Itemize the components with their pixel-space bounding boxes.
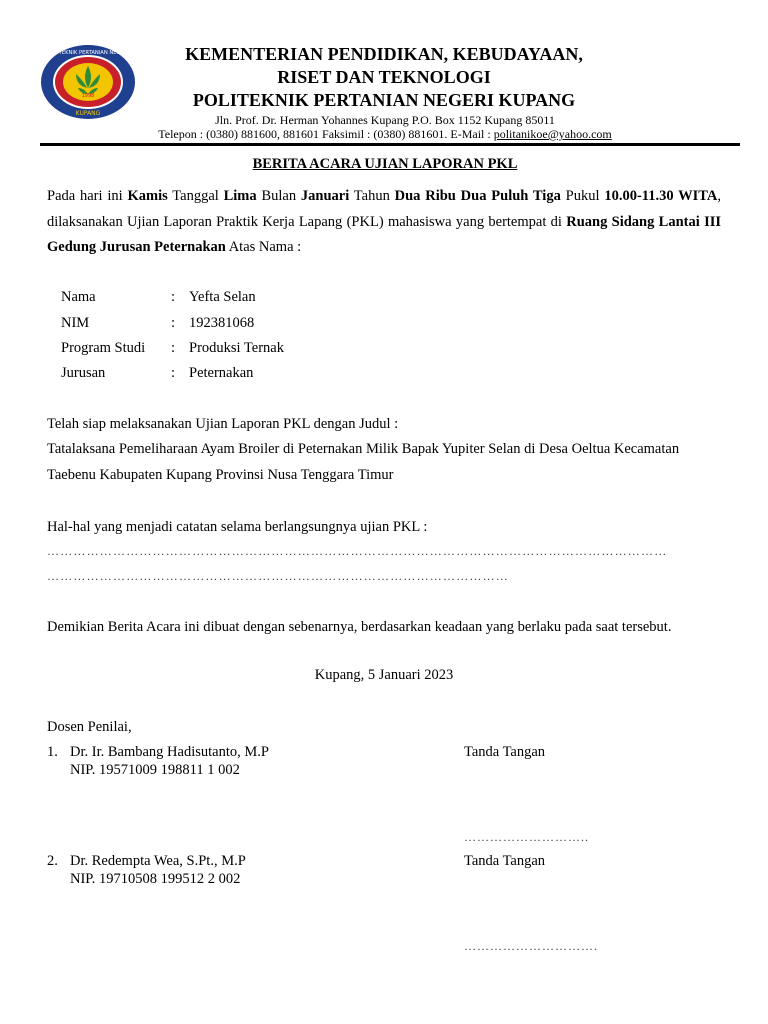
- name-value: Yefta Selan: [189, 289, 256, 305]
- signature-line: ………………………….: [464, 939, 598, 953]
- notes-dotted-line: ……………………………………………………………………………………………: [47, 569, 509, 583]
- examiner-name: Dr. Redempta Wea, S.Pt., M.P: [70, 853, 246, 869]
- program-value: Produksi Ternak: [189, 340, 284, 356]
- examiner-nip: NIP. 19710508 199512 2 002: [70, 871, 241, 887]
- dept-label: Jurusan: [61, 365, 106, 381]
- thesis-intro: Telah siap melaksanakan Ujian Laporan PKL dengan Judul :: [47, 416, 399, 432]
- colon: :: [171, 289, 176, 305]
- name-label: Nama: [61, 289, 96, 305]
- program-label: Program Studi: [61, 340, 146, 356]
- nim-value: 192381068: [189, 315, 255, 331]
- contact-text: Telepon : (0380) 881600, 881601 Faksimil : (0380) 881601. E-Mail :: [158, 127, 494, 141]
- notes-dotted-line: ……………………………………………………………………………………………………………………………: [47, 544, 668, 558]
- notes-label: Hal-hal yang menjadi catatan selama berlangsungnya ujian PKL :: [47, 519, 428, 535]
- exam-time: 10.00-11.30 WITA: [604, 188, 718, 204]
- ministry-line-1: KEMENTERIAN PENDIDIKAN, KEBUDAYAAN,: [185, 44, 583, 64]
- intro-paragraph: Pada hari ini Kamis Tanggal Lima Bulan Januari Tahun Dua Ribu Dua Puluh Tiga Pukul 10.00-11.30 WITA, dilaksanakan Ujian Laporan Praktik Kerja Lapang (PKL) mahasiswa yang bertempat di Ruang Sidang Lantai III Gedung Jurusan Peternakan Atas Nama :: [47, 188, 722, 255]
- colon: :: [171, 365, 176, 381]
- document-title: BERITA ACARA UJIAN LAPORAN PKL: [252, 156, 518, 172]
- examiner-number: 1.: [47, 744, 58, 760]
- closing-statement: Demikian Berita Acara ini dibuat dengan sebenarnya, berdasarkan keadaan yang berlaku pada saat tersebut.: [47, 619, 672, 635]
- institution-contact: [130, 127, 640, 141]
- svg-text:KUPANG: KUPANG: [75, 110, 101, 117]
- exam-day: Kamis: [127, 188, 168, 204]
- ministry-line-2: RISET DAN TEKNOLOGI: [277, 67, 491, 87]
- exam-place: Ruang Sidang Lantai III Gedung Jurusan Peternakan: [47, 213, 722, 255]
- signature-line: ………………………..: [464, 830, 589, 844]
- exam-date: Lima: [223, 188, 257, 204]
- institution-logo: [40, 44, 136, 120]
- institution-name: POLITEKNIK PERTANIAN NEGERI KUPANG: [192, 90, 576, 110]
- nim-label: NIM: [61, 315, 90, 331]
- examiners-heading: Dosen Penilai,: [47, 719, 132, 735]
- examiner-nip: NIP. 19571009 198811 1 002: [70, 762, 240, 778]
- examiner-number: 2.: [47, 853, 58, 869]
- thesis-title: Tatalaksana Pemeliharaan Ayam Broiler di Peternakan Milik Bapak Yupiter Selan di Desa Oeltua Kecamatan Taebenu Kabupaten Kupang Provinsi Nusa Tenggara Timur: [47, 441, 680, 483]
- colon: :: [171, 315, 176, 331]
- header-divider: [40, 143, 740, 146]
- signature-label: Tanda Tangan: [464, 744, 546, 760]
- examiner-name: Dr. Ir. Bambang Hadisutanto, M.P: [70, 744, 269, 760]
- exam-year: Dua Ribu Dua Puluh Tiga: [394, 188, 561, 204]
- logo-emblem-icon: [40, 44, 136, 120]
- dept-value: Peternakan: [189, 365, 254, 381]
- place-date: Kupang, 5 Januari 2023: [314, 667, 454, 683]
- signature-label: Tanda Tangan: [464, 853, 546, 869]
- colon: :: [171, 340, 176, 356]
- email-link[interactable]: politanikoe@yahoo.com: [493, 127, 612, 141]
- institution-address: Jln. Prof. Dr. Herman Yohannes Kupang P.O. Box 1152 Kupang 85011: [215, 113, 555, 127]
- svg-text:1998: 1998: [81, 93, 95, 99]
- svg-text:POLITEKNIK PERTANIAN NEGERI: POLITEKNIK PERTANIAN NEGERI: [47, 50, 129, 56]
- exam-month: Januari: [300, 188, 350, 204]
